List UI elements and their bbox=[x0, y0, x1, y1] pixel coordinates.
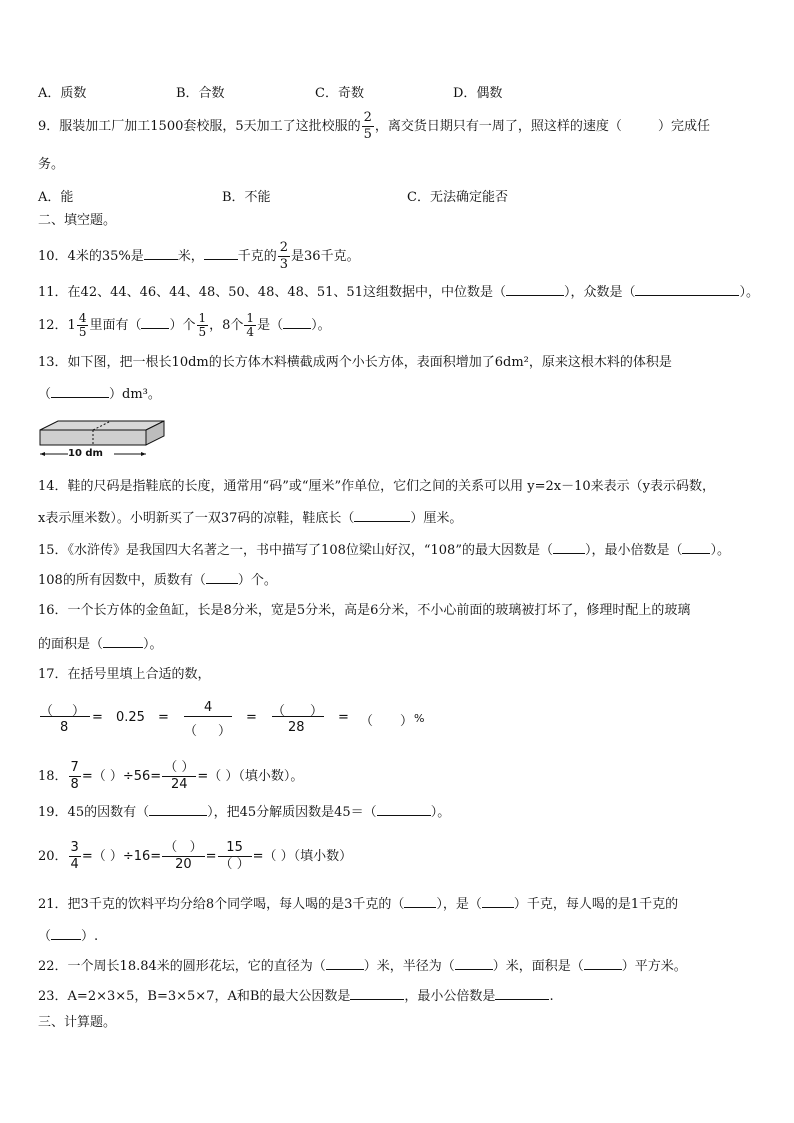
q23: 23．A=2×3×5，B=3×5×7，A和B的最大公因数是 ，最小公倍数是 . bbox=[38, 986, 554, 1006]
q8-option-a: A．质数 bbox=[38, 86, 87, 101]
q22: 22．一个周长18.84米的圆形花坛，它的直径为（ ）米，半径为（ ）米，面积是（ ）平方米。 bbox=[38, 956, 687, 976]
q14-line2: x表示厘米数）。小明新买了一双37码的凉鞋，鞋底长（ ）厘米。 bbox=[38, 508, 462, 528]
q9-fraction: $\frac{2}{5}$ bbox=[363, 110, 372, 142]
q9-option-c: C．无法确定能否 bbox=[407, 190, 508, 205]
q9-line1: 9．服装加工厂加工1500套校服，5天加工了这批校服的 $\frac{2}{5}$ ，离交货日期只有一周了，照这样的速度（ ）完成任 bbox=[38, 110, 710, 142]
q13-line1: 13．如下图，把一根长10dm的长方体木料横截成两个小长方体，表面积增加了6dm²，原来这根木料的体积是 bbox=[38, 355, 672, 370]
q16-line2: 的面积是（ ）。 bbox=[38, 634, 163, 654]
q12: 12．1 $\frac{4}{5}$ 里面有（ ）个 $\frac{1}{5}$ ，8个 $\frac{1}{4}$ 是（ ）。 bbox=[38, 311, 331, 339]
q21-line2: （ ）. bbox=[38, 926, 98, 946]
figure-length-label: 10 dm bbox=[68, 448, 103, 459]
q16-line1: 16．一个长方体的金鱼缸，长是8分米，宽是5分米，高是6分米，不小心前面的玻璃被打坏了，修理时配上的玻璃 bbox=[38, 603, 691, 618]
q9-option-a: A．能 bbox=[38, 190, 74, 205]
q8-option-c: C．奇数 bbox=[315, 86, 364, 101]
q17-line1: 17．在括号里填上合适的数， bbox=[38, 667, 211, 682]
q17-equation: （ ） 8 = 0.25 = 4 （ ） = （ ） 28 = （ ） % bbox=[40, 700, 425, 739]
q14-line1: 14．鞋的尺码是指鞋底的长度，通常用“码”或“厘米”作单位，它们之间的关系可以用 y=2x－10来表示（y表示码数， bbox=[38, 479, 715, 494]
q8-option-b: B．合数 bbox=[176, 86, 225, 101]
q15-line1: 15．《水浒传》是我国四大名著之一，书中描写了108位梁山好汉，“108”的最大因数是（ ），最小倍数是（ ）。 bbox=[38, 540, 730, 560]
q9-option-b: B．不能 bbox=[222, 190, 271, 205]
q11: 11．在42、44、46、44、48、50、48、48、51、51这组数据中，中位数是（ ），众数是（ ）。 bbox=[38, 282, 759, 302]
q19: 19．45的因数有（ ），把45分解质因数是45＝（ ）。 bbox=[38, 802, 450, 822]
section-3-heading: 三、计算题。 bbox=[38, 1015, 117, 1030]
q13-line2: （ ）dm³。 bbox=[38, 384, 161, 404]
q8-option-d: D．偶数 bbox=[453, 86, 503, 101]
q21-line1: 21．把3千克的饮料平均分给8个同学喝，每人喝的是3千克的（ ），是（ ）千克，每人喝的是1千克的 bbox=[38, 894, 678, 914]
q15-line2: 108的所有因数中，质数有（ ）个。 bbox=[38, 570, 277, 590]
q20: 20． $\frac{3}{4}$ =（ ）÷16= $\frac{( )}{20}$ = $\frac{15}{( )}$ =（ ）（填小数） bbox=[38, 840, 353, 872]
q18: 18． $\frac{7}{8}$ =（ ）÷56= $\frac{( )}{24}$ =（ ）（填小数）。 bbox=[38, 760, 304, 792]
q10: 10．4米的35%是 米， 千克的 $\frac{2}{3}$ 是36千克。 bbox=[38, 240, 360, 272]
q9-line2: 务。 bbox=[38, 157, 65, 172]
section-2-heading: 二、填空题。 bbox=[38, 213, 117, 228]
